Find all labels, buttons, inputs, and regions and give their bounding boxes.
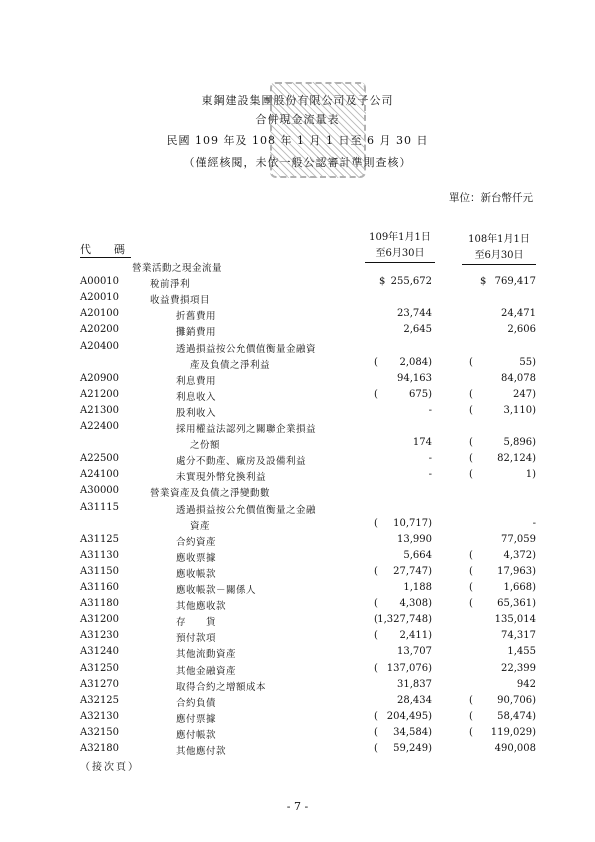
table-row (0, 628, 595, 645)
row-value-2019: 90,706) (497, 694, 536, 706)
company-name: 東鋼建設集團股份有限公司及子公司 (201, 94, 394, 107)
statement-period: 民國 109 年及 108 年 1 月 1 日至 6 月 30 日 (166, 134, 429, 147)
row-description: 合約資產 (176, 536, 217, 548)
table-row (0, 709, 595, 726)
row-value-2019: 17,963) (497, 565, 536, 577)
row-paren-2020: ( (374, 517, 378, 529)
row-value-2020: 255,672 (390, 276, 432, 288)
row-value-2020: 137,076) (386, 662, 432, 674)
table-row (0, 387, 595, 404)
table-row (0, 548, 595, 565)
row-value-2020: 675) (409, 388, 432, 400)
continued-note: （接次頁） (80, 762, 140, 773)
row-value-2019: 65,361) (497, 598, 536, 610)
row-value-2020: 23,744 (397, 308, 432, 320)
row-value-2020: 5,664 (403, 549, 432, 561)
row-description: 應收帳款－關係人 (176, 585, 257, 596)
row-value-2020: 13,990 (397, 533, 432, 545)
table-row (0, 355, 595, 372)
row-value-2020: 204,495) (386, 710, 432, 722)
row-description: 應收帳款 (176, 568, 217, 580)
row-paren-2020: ( (374, 743, 378, 754)
row-value-2019: 490,008 (494, 743, 536, 754)
page-number: - 7 - (286, 800, 309, 813)
table-row (0, 483, 595, 500)
row-code: A22400 (80, 421, 120, 432)
row-description: 其他流動資產 (176, 649, 237, 661)
row-description: 處分不動產、廠房及設備利益 (176, 456, 307, 468)
row-value-2020: 2,411) (399, 630, 432, 642)
table-row (0, 258, 595, 275)
table-row (0, 580, 595, 597)
row-description: 其他應收款 (176, 601, 227, 613)
row-code: A31200 (80, 614, 120, 626)
row-description: 預付款項 (176, 633, 217, 645)
column-header-2019-line1: 108年1月1日 (468, 234, 530, 245)
table-row (0, 516, 595, 533)
row-paren-2020: ( (374, 388, 378, 400)
row-value-2019: 119,029) (490, 726, 536, 738)
row-value-2019: 1,668) (503, 582, 536, 593)
row-description: 未實現外幣兌換利益 (176, 472, 267, 484)
row-code: A32180 (80, 743, 120, 754)
table-row (0, 693, 595, 710)
row-code: A31230 (80, 630, 120, 642)
table-row (0, 322, 595, 339)
table-row (0, 467, 595, 484)
row-description: 其他應付款 (176, 746, 227, 757)
row-code: A21200 (80, 388, 120, 400)
row-paren-2019: ( (469, 388, 473, 400)
row-value-2019: - (532, 517, 536, 529)
row-paren-2019: ( (469, 549, 473, 561)
row-value-2019: 247) (513, 388, 536, 400)
row-description: 透過損益按公允價值衡量之金融 (176, 504, 317, 516)
row-value-2019: 22,399 (501, 662, 536, 674)
row-value-2019: 1,455 (507, 646, 536, 658)
row-value-2020: 174 (412, 437, 432, 449)
row-code: A22500 (80, 453, 120, 465)
row-code: A31130 (80, 549, 120, 561)
row-description: 收益費損項目 (150, 295, 211, 307)
row-paren-2020: ( (374, 662, 378, 674)
table-row (0, 741, 595, 758)
row-description: 股利收入 (176, 407, 217, 419)
row-code: A31160 (80, 582, 120, 593)
row-paren-2019: ( (469, 453, 473, 465)
row-value-2019: 77,059 (501, 533, 536, 545)
column-header-2020-line2: 至6月30日 (365, 246, 435, 263)
row-code: A32125 (80, 694, 120, 706)
table-row (0, 661, 595, 678)
row-value-2019: 58,474) (497, 710, 536, 722)
row-value-2020: 4,308) (399, 598, 432, 610)
table-row (0, 435, 595, 452)
table-row (0, 403, 595, 420)
row-code: A31270 (80, 678, 120, 690)
table-row (0, 644, 595, 661)
row-code: A20900 (80, 372, 120, 384)
table-row (0, 290, 595, 307)
row-description: 其他金融資產 (176, 665, 237, 677)
row-value-2019: 2,606 (507, 324, 536, 336)
row-description: 利息費用 (176, 375, 217, 387)
table-row (0, 339, 595, 356)
row-code: A32150 (80, 726, 120, 738)
row-code: A31125 (80, 533, 120, 545)
row-value-2019: 24,471 (501, 308, 536, 320)
review-note: （僅經核閱，未依一般公認審計準則查核） (183, 156, 412, 169)
column-header-2019-line2: 至6月30日 (462, 248, 536, 265)
row-paren-2020: ( (374, 630, 378, 642)
table-row (0, 725, 595, 742)
row-paren-2020: ( (374, 614, 378, 626)
row-value-2020: 2,084) (399, 356, 432, 368)
row-code: A30000 (80, 485, 120, 497)
row-value-2019: 82,124) (497, 453, 536, 465)
statement-title: 合併現金流量表 (255, 113, 340, 126)
row-paren-2019: ( (469, 565, 473, 577)
row-description: 透過損益按公允價值衡量金融資 (176, 343, 317, 355)
row-description: 之份額 (190, 440, 221, 452)
row-paren-2020: ( (374, 598, 378, 610)
table-row (0, 274, 595, 291)
row-description: 應付帳款 (176, 729, 217, 741)
row-value-2019: 3,110) (503, 404, 536, 416)
row-description: 利息收入 (176, 391, 217, 403)
row-value-2020: 13,707 (397, 646, 432, 658)
row-code: A31240 (80, 646, 120, 658)
row-description: 折舊費用 (176, 311, 217, 323)
row-value-2020: 27,747) (393, 565, 432, 577)
row-value-2020: 10,717) (393, 517, 432, 529)
row-description: 稅前淨利 (150, 279, 191, 291)
row-code: A31150 (80, 565, 120, 577)
row-value-2020: 59,249) (393, 743, 432, 754)
row-value-2020: 34,584) (393, 726, 432, 738)
row-value-2019: 55) (519, 356, 536, 368)
row-description: 營業資產及負債之淨變動數 (150, 488, 271, 500)
row-value-2020: - (428, 453, 432, 465)
row-paren-2019: ( (469, 694, 473, 706)
row-paren-2019: ( (469, 726, 473, 738)
table-row (0, 532, 595, 549)
row-value-2019: 769,417 (494, 276, 536, 288)
row-value-2019: 74,317 (501, 630, 536, 642)
row-paren-2020: ( (374, 710, 378, 722)
table-row (0, 564, 595, 581)
row-description: 採用權益法認列之關聯企業損益 (176, 424, 317, 435)
column-header-2020-line1: 109年1月1日 (369, 232, 431, 243)
row-description: 存 貨 (176, 617, 217, 629)
row-currency-2020: $ (379, 276, 386, 288)
row-value-2020: - (428, 469, 432, 481)
table-row (0, 419, 595, 436)
unit-label: 單位：新台幣仟元 (449, 192, 533, 204)
table-row (0, 500, 595, 517)
row-code: A20100 (80, 308, 120, 320)
row-value-2019: 84,078 (501, 372, 536, 384)
code-column-header: 代 碼 (80, 243, 131, 256)
row-value-2019: 1) (525, 469, 536, 481)
row-currency-2019: $ (480, 276, 487, 288)
row-value-2020: 1,188 (403, 582, 432, 593)
table-row (0, 371, 595, 388)
row-description: 產及負債之淨利益 (190, 359, 271, 371)
row-code: A20010 (80, 292, 120, 304)
row-code: A20400 (80, 340, 120, 352)
row-code: A00010 (80, 276, 120, 288)
table-row (0, 306, 595, 323)
row-paren-2019: ( (469, 582, 473, 593)
row-description: 應付票據 (176, 713, 217, 725)
row-code: A31250 (80, 662, 120, 674)
official-seal-stamp (270, 82, 366, 178)
row-code: A32130 (80, 710, 120, 722)
row-paren-2020: ( (374, 356, 378, 368)
row-description: 應收票據 (176, 552, 217, 564)
row-code: A20200 (80, 324, 120, 336)
row-value-2020: 28,434 (397, 694, 432, 706)
row-code: A31180 (80, 598, 120, 610)
row-value-2020: 31,837 (397, 678, 432, 690)
row-paren-2020: ( (374, 726, 378, 738)
table-row (0, 612, 595, 629)
row-paren-2020: ( (374, 565, 378, 577)
row-value-2019: 135,014 (494, 614, 536, 626)
row-value-2020: 94,163 (397, 372, 432, 384)
row-value-2020: 1,327,748) (377, 614, 432, 626)
row-code: A21300 (80, 404, 120, 416)
row-paren-2019: ( (469, 404, 473, 416)
row-description: 取得合約之增額成本 (176, 681, 267, 693)
table-row (0, 677, 595, 694)
row-value-2020: - (428, 404, 432, 416)
row-value-2019: 942 (516, 678, 536, 690)
table-row (0, 596, 595, 613)
row-description: 資產 (190, 520, 211, 532)
row-paren-2019: ( (469, 598, 473, 610)
row-paren-2019: ( (469, 469, 473, 481)
row-value-2020: 2,645 (403, 324, 432, 336)
row-paren-2019: ( (469, 437, 473, 449)
row-value-2019: 4,372) (503, 549, 536, 561)
table-row (0, 451, 595, 468)
row-description: 合約負債 (176, 697, 217, 709)
row-value-2019: 5,896) (503, 437, 536, 449)
row-code: A31115 (80, 501, 120, 513)
row-code: A24100 (80, 469, 120, 481)
row-description: 營業活動之現金流量 (132, 263, 223, 274)
row-paren-2019: ( (469, 710, 473, 722)
row-description: 攤銷費用 (176, 327, 217, 339)
row-paren-2019: ( (469, 356, 473, 368)
